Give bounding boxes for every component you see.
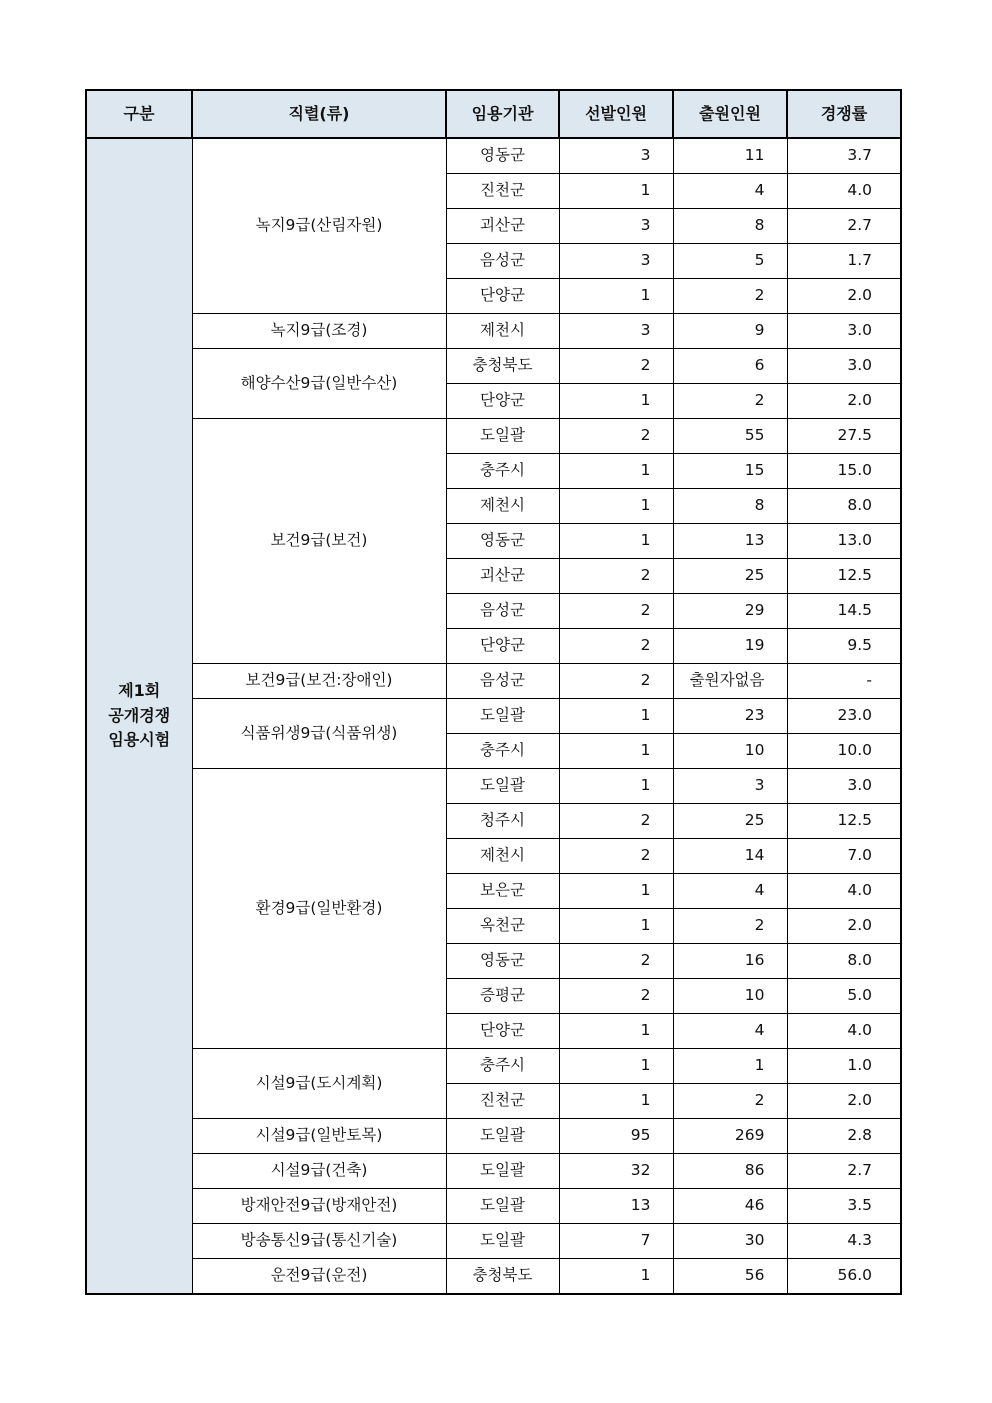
agency-cell: 도일괄 bbox=[446, 419, 559, 454]
agency-cell: 제천시 bbox=[446, 839, 559, 874]
category-line: 제1회 bbox=[118, 680, 161, 700]
competition-ratio-cell: 1.0 bbox=[787, 1049, 901, 1084]
selected-count-cell: 1 bbox=[559, 909, 673, 944]
applicant-count-cell: 11 bbox=[673, 138, 787, 174]
applicant-count-cell: 출원자없음 bbox=[673, 664, 787, 699]
table-row bbox=[86, 1224, 901, 1259]
selected-count-cell: 2 bbox=[559, 349, 673, 384]
applicant-count-cell: 10 bbox=[673, 979, 787, 1014]
selected-count-cell: 1 bbox=[559, 174, 673, 209]
agency-cell: 단양군 bbox=[446, 629, 559, 664]
applicant-count-cell: 46 bbox=[673, 1189, 787, 1224]
selected-count-cell: 32 bbox=[559, 1154, 673, 1189]
agency-cell: 도일괄 bbox=[446, 1224, 559, 1259]
agency-cell: 제천시 bbox=[446, 314, 559, 349]
competition-ratio-cell: 4.3 bbox=[787, 1224, 901, 1259]
applicant-count-cell: 4 bbox=[673, 174, 787, 209]
selected-count-cell: 2 bbox=[559, 804, 673, 839]
agency-cell: 충주시 bbox=[446, 734, 559, 769]
category-line: 공개경쟁 bbox=[108, 705, 171, 725]
selected-count-cell: 2 bbox=[559, 664, 673, 699]
table-row bbox=[86, 349, 901, 384]
selected-count-cell: 13 bbox=[559, 1189, 673, 1224]
applicant-count-cell: 30 bbox=[673, 1224, 787, 1259]
selected-count-cell: 1 bbox=[559, 454, 673, 489]
competition-ratio-cell: 2.7 bbox=[787, 209, 901, 244]
applicant-count-cell: 14 bbox=[673, 839, 787, 874]
job-series-cell: 운전9급(운전) bbox=[192, 1259, 446, 1295]
competition-ratio-cell: 5.0 bbox=[787, 979, 901, 1014]
header-competition-ratio: 경쟁률 bbox=[787, 90, 901, 138]
agency-cell: 음성군 bbox=[446, 594, 559, 629]
agency-cell: 음성군 bbox=[446, 244, 559, 279]
table-row bbox=[86, 699, 901, 734]
applicant-count-cell: 10 bbox=[673, 734, 787, 769]
applicant-count-cell: 9 bbox=[673, 314, 787, 349]
job-series-cell: 환경9급(일반환경) bbox=[192, 769, 446, 1049]
job-series-cell: 녹지9급(조경) bbox=[192, 314, 446, 349]
header-job-series: 직렬(류) bbox=[192, 90, 446, 138]
competition-ratio-cell: 1.7 bbox=[787, 244, 901, 279]
competition-ratio-cell: 10.0 bbox=[787, 734, 901, 769]
job-series-cell: 시설9급(건축) bbox=[192, 1154, 446, 1189]
competition-ratio-cell: 8.0 bbox=[787, 944, 901, 979]
job-series-cell: 식품위생9급(식품위생) bbox=[192, 699, 446, 769]
header-selected-count: 선발인원 bbox=[559, 90, 673, 138]
applicant-count-cell: 2 bbox=[673, 1084, 787, 1119]
agency-cell: 도일괄 bbox=[446, 1119, 559, 1154]
applicant-count-cell: 56 bbox=[673, 1259, 787, 1295]
table-row bbox=[86, 1119, 901, 1154]
job-series-cell: 방송통신9급(통신기술) bbox=[192, 1224, 446, 1259]
agency-cell: 청주시 bbox=[446, 804, 559, 839]
competition-ratio-cell: 2.0 bbox=[787, 384, 901, 419]
table-row bbox=[86, 138, 901, 174]
competition-ratio-cell: 7.0 bbox=[787, 839, 901, 874]
agency-cell: 제천시 bbox=[446, 489, 559, 524]
selected-count-cell: 1 bbox=[559, 1259, 673, 1295]
applicant-count-cell: 23 bbox=[673, 699, 787, 734]
applicant-count-cell: 8 bbox=[673, 209, 787, 244]
agency-cell: 진천군 bbox=[446, 1084, 559, 1119]
competition-ratio-cell: 2.0 bbox=[787, 1084, 901, 1119]
job-series-cell: 시설9급(일반토목) bbox=[192, 1119, 446, 1154]
applicant-count-cell: 2 bbox=[673, 384, 787, 419]
selected-count-cell: 1 bbox=[559, 279, 673, 314]
competition-ratio-cell: 9.5 bbox=[787, 629, 901, 664]
header-agency: 임용기관 bbox=[446, 90, 559, 138]
applicant-count-cell: 5 bbox=[673, 244, 787, 279]
applicant-count-cell: 15 bbox=[673, 454, 787, 489]
job-series-cell: 보건9급(보건:장애인) bbox=[192, 664, 446, 699]
competition-ratio-cell: 3.0 bbox=[787, 349, 901, 384]
table-row bbox=[86, 664, 901, 699]
header-applicant-count: 출원인원 bbox=[673, 90, 787, 138]
selected-count-cell: 2 bbox=[559, 979, 673, 1014]
applicant-count-cell: 2 bbox=[673, 279, 787, 314]
selected-count-cell: 1 bbox=[559, 699, 673, 734]
agency-cell: 도일괄 bbox=[446, 699, 559, 734]
table-row bbox=[86, 1189, 901, 1224]
competition-ratio-cell: 2.8 bbox=[787, 1119, 901, 1154]
agency-cell: 진천군 bbox=[446, 174, 559, 209]
agency-cell: 괴산군 bbox=[446, 559, 559, 594]
competition-ratio-cell: 3.7 bbox=[787, 138, 901, 174]
agency-cell: 도일괄 bbox=[446, 769, 559, 804]
selected-count-cell: 7 bbox=[559, 1224, 673, 1259]
competition-ratio-cell: 23.0 bbox=[787, 699, 901, 734]
competition-ratio-cell: 3.0 bbox=[787, 314, 901, 349]
table-row bbox=[86, 1259, 901, 1295]
table-body bbox=[86, 138, 901, 1294]
competition-ratio-cell: 3.5 bbox=[787, 1189, 901, 1224]
selected-count-cell: 3 bbox=[559, 138, 673, 174]
applicant-count-cell: 1 bbox=[673, 1049, 787, 1084]
table-row bbox=[86, 419, 901, 454]
agency-cell: 옥천군 bbox=[446, 909, 559, 944]
applicant-count-cell: 86 bbox=[673, 1154, 787, 1189]
agency-cell: 도일괄 bbox=[446, 1189, 559, 1224]
applicant-count-cell: 4 bbox=[673, 1014, 787, 1049]
applicant-count-cell: 6 bbox=[673, 349, 787, 384]
job-series-cell: 방재안전9급(방재안전) bbox=[192, 1189, 446, 1224]
competition-ratio-cell: 3.0 bbox=[787, 769, 901, 804]
competition-ratio-cell: 8.0 bbox=[787, 489, 901, 524]
competition-ratio-cell: 2.0 bbox=[787, 279, 901, 314]
job-series-cell: 녹지9급(산림자원) bbox=[192, 138, 446, 314]
competition-ratio-cell: 2.0 bbox=[787, 909, 901, 944]
job-series-cell: 해양수산9급(일반수산) bbox=[192, 349, 446, 419]
selected-count-cell: 1 bbox=[559, 384, 673, 419]
agency-cell: 단양군 bbox=[446, 279, 559, 314]
selected-count-cell: 3 bbox=[559, 314, 673, 349]
applicant-count-cell: 2 bbox=[673, 909, 787, 944]
applicant-count-cell: 16 bbox=[673, 944, 787, 979]
agency-cell: 충청북도 bbox=[446, 1259, 559, 1295]
applicant-count-cell: 4 bbox=[673, 874, 787, 909]
table-row bbox=[86, 1154, 901, 1189]
selected-count-cell: 2 bbox=[559, 559, 673, 594]
agency-cell: 증평군 bbox=[446, 979, 559, 1014]
header-row bbox=[86, 90, 901, 138]
agency-cell: 영동군 bbox=[446, 524, 559, 559]
competition-ratio-cell: 12.5 bbox=[787, 559, 901, 594]
agency-cell: 영동군 bbox=[446, 944, 559, 979]
selected-count-cell: 95 bbox=[559, 1119, 673, 1154]
applicant-count-cell: 55 bbox=[673, 419, 787, 454]
competition-ratio-cell: 4.0 bbox=[787, 174, 901, 209]
agency-cell: 영동군 bbox=[446, 138, 559, 174]
selected-count-cell: 1 bbox=[559, 1014, 673, 1049]
selected-count-cell: 2 bbox=[559, 944, 673, 979]
selected-count-cell: 3 bbox=[559, 244, 673, 279]
table-row bbox=[86, 1049, 901, 1084]
selected-count-cell: 1 bbox=[559, 769, 673, 804]
selected-count-cell: 1 bbox=[559, 874, 673, 909]
agency-cell: 보은군 bbox=[446, 874, 559, 909]
selected-count-cell: 1 bbox=[559, 1049, 673, 1084]
competition-ratio-cell: 12.5 bbox=[787, 804, 901, 839]
applicant-count-cell: 19 bbox=[673, 629, 787, 664]
header-category: 구분 bbox=[86, 90, 192, 138]
job-series-cell: 보건9급(보건) bbox=[192, 419, 446, 664]
competition-ratio-cell: 56.0 bbox=[787, 1259, 901, 1295]
competition-ratio-cell: 15.0 bbox=[787, 454, 901, 489]
agency-cell: 충주시 bbox=[446, 454, 559, 489]
selected-count-cell: 2 bbox=[559, 594, 673, 629]
competition-ratio-cell: - bbox=[787, 664, 901, 699]
agency-cell: 도일괄 bbox=[446, 1154, 559, 1189]
applicant-count-cell: 29 bbox=[673, 594, 787, 629]
competition-ratio-cell: 27.5 bbox=[787, 419, 901, 454]
agency-cell: 단양군 bbox=[446, 1014, 559, 1049]
job-series-cell: 시설9급(도시계획) bbox=[192, 1049, 446, 1119]
agency-cell: 음성군 bbox=[446, 664, 559, 699]
competition-ratio-cell: 2.7 bbox=[787, 1154, 901, 1189]
recruitment-table bbox=[85, 89, 902, 1295]
applicant-count-cell: 269 bbox=[673, 1119, 787, 1154]
agency-cell: 충주시 bbox=[446, 1049, 559, 1084]
selected-count-cell: 2 bbox=[559, 839, 673, 874]
category-line: 임용시험 bbox=[108, 730, 171, 750]
applicant-count-cell: 25 bbox=[673, 804, 787, 839]
table-row bbox=[86, 314, 901, 349]
competition-ratio-cell: 14.5 bbox=[787, 594, 901, 629]
selected-count-cell: 1 bbox=[559, 1084, 673, 1119]
table-row bbox=[86, 769, 901, 804]
competition-ratio-cell: 4.0 bbox=[787, 874, 901, 909]
agency-cell: 괴산군 bbox=[446, 209, 559, 244]
agency-cell: 단양군 bbox=[446, 384, 559, 419]
applicant-count-cell: 13 bbox=[673, 524, 787, 559]
selected-count-cell: 3 bbox=[559, 209, 673, 244]
selected-count-cell: 2 bbox=[559, 629, 673, 664]
applicant-count-cell: 8 bbox=[673, 489, 787, 524]
applicant-count-cell: 3 bbox=[673, 769, 787, 804]
selected-count-cell: 1 bbox=[559, 489, 673, 524]
applicant-count-cell: 25 bbox=[673, 559, 787, 594]
selected-count-cell: 1 bbox=[559, 524, 673, 559]
selected-count-cell: 1 bbox=[559, 734, 673, 769]
competition-ratio-cell: 4.0 bbox=[787, 1014, 901, 1049]
agency-cell: 충청북도 bbox=[446, 349, 559, 384]
competition-ratio-cell: 13.0 bbox=[787, 524, 901, 559]
category-cell bbox=[86, 138, 192, 1294]
selected-count-cell: 2 bbox=[559, 419, 673, 454]
